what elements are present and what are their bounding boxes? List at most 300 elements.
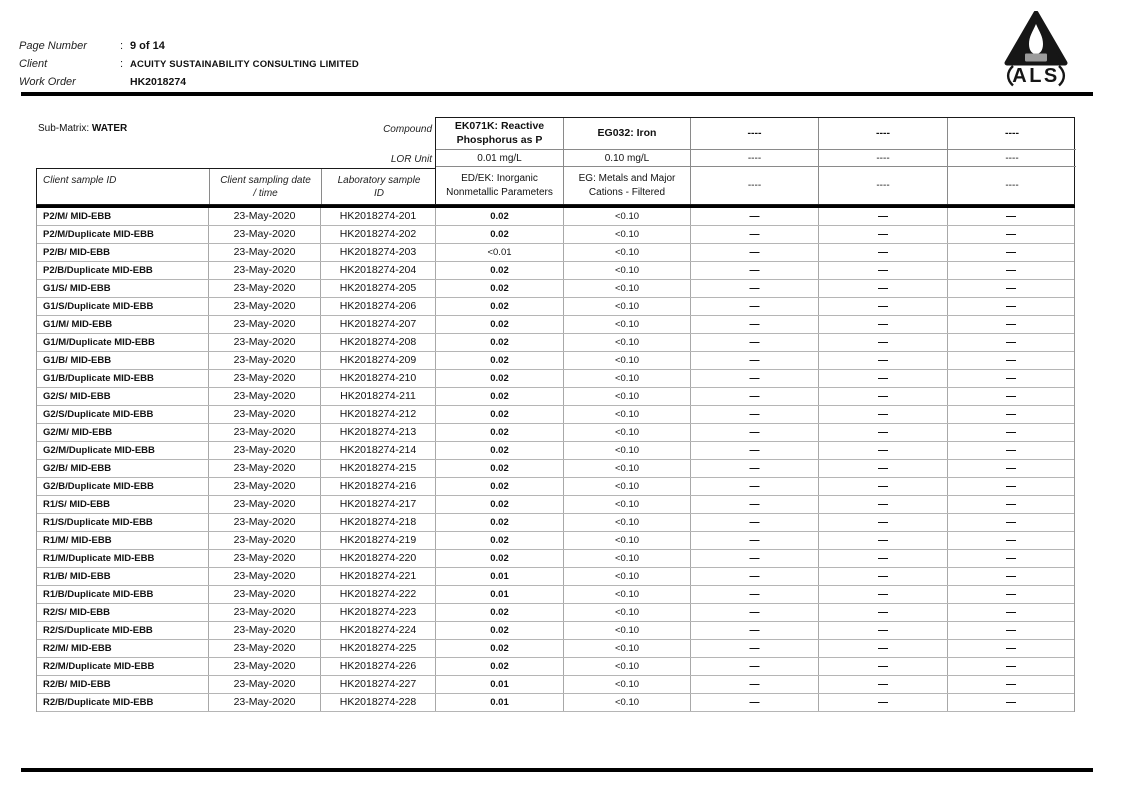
result-value-cell: 0.02	[436, 334, 564, 351]
compound-group: ----	[1005, 179, 1019, 191]
footer-rule	[21, 768, 1093, 772]
lab-sample-id-cell: HK2018274-203	[321, 244, 436, 261]
sampling-date-cell: 23-May-2020	[209, 478, 321, 495]
no-result-dash-cell: —	[1006, 552, 1016, 564]
lab-sample-id-cell: HK2018274-216	[321, 478, 436, 495]
no-result-dash-cell: —	[819, 226, 948, 243]
no-result-dash-cell: —	[819, 640, 948, 657]
client-sample-id-cell: G2/B/Duplicate MID-EBB	[37, 478, 209, 495]
sampling-date-cell: 23-May-2020	[209, 316, 321, 333]
table-row	[37, 352, 1074, 370]
result-value-cell: 0.02	[436, 514, 564, 531]
client-sample-id-header: Client sample ID	[43, 175, 117, 186]
result-value-cell: <0.10	[564, 388, 691, 405]
client-sample-id-cell: G2/M/ MID-EBB	[37, 424, 209, 441]
client-sample-id-cell: R2/B/Duplicate MID-EBB	[37, 694, 209, 711]
client-sample-id-cell: P2/M/ MID-EBB	[37, 208, 209, 225]
lab-sample-id-cell: HK2018274-209	[321, 352, 436, 369]
compound-lor: 0.10 mg/L	[564, 150, 690, 167]
no-result-dash-cell: —	[1006, 606, 1016, 618]
lab-sample-id-cell: HK2018274-205	[321, 280, 436, 297]
sampling-date-cell: 23-May-2020	[209, 640, 321, 657]
lab-sample-id-cell: HK2018274-214	[321, 442, 436, 459]
no-result-dash-cell: —	[819, 316, 948, 333]
sampling-date-cell: 23-May-2020	[209, 568, 321, 585]
compound-group: ED/EK: Inorganic Nonmetallic Parameters	[446, 173, 553, 198]
sampling-date-cell: 23-May-2020	[209, 370, 321, 387]
compound-lor: ----	[819, 150, 947, 167]
lab-sample-id-cell: HK2018274-218	[321, 514, 436, 531]
sampling-date-cell: 23-May-2020	[209, 658, 321, 675]
compound-name: ----	[691, 118, 818, 150]
compound-lor: ----	[691, 150, 818, 167]
client-sample-id-cell: R2/B/ MID-EBB	[37, 676, 209, 693]
no-result-dash-cell: —	[819, 298, 948, 315]
no-result-dash-cell: —	[819, 676, 948, 693]
table-row	[37, 370, 1074, 388]
lab-sample-id-cell: HK2018274-211	[321, 388, 436, 405]
result-value-cell: 0.02	[436, 388, 564, 405]
no-result-dash-cell: —	[691, 388, 819, 405]
result-value-cell: <0.10	[564, 208, 691, 225]
table-row	[37, 280, 1074, 298]
result-value-cell: <0.10	[564, 658, 691, 675]
no-result-dash-cell: —	[691, 496, 819, 513]
header-rule	[21, 92, 1093, 96]
page-number-label: Page Number	[19, 40, 87, 52]
result-value-cell: <0.10	[564, 460, 691, 477]
no-result-dash-cell: —	[1006, 390, 1016, 402]
compound-name: EK071K: Reactive Phosphorus as P	[436, 118, 563, 150]
compound-group: EG: Metals and Major Cations - Filtered	[578, 173, 676, 198]
client-sample-id-cell: G2/B/ MID-EBB	[37, 460, 209, 477]
table-body	[36, 208, 1075, 712]
client-label: Client	[19, 58, 48, 70]
no-result-dash-cell: —	[691, 280, 819, 297]
no-result-dash-cell: —	[691, 298, 819, 315]
lab-sample-id-cell: HK2018274-223	[321, 604, 436, 621]
sampling-date-header	[209, 169, 321, 204]
client-sample-id-cell: R1/M/ MID-EBB	[37, 532, 209, 549]
column-headers	[36, 168, 435, 205]
page-number-value: 9 of 14	[130, 40, 165, 52]
table-row	[37, 388, 1074, 406]
result-value-cell: <0.10	[564, 676, 691, 693]
no-result-dash-cell: —	[691, 604, 819, 621]
no-result-dash-cell: —	[691, 208, 819, 225]
sampling-date-cell: 23-May-2020	[209, 442, 321, 459]
client-sample-id-cell: G1/M/ MID-EBB	[37, 316, 209, 333]
client-sample-id-cell: G1/S/ MID-EBB	[37, 280, 209, 297]
result-value-cell: 0.01	[436, 676, 564, 693]
no-result-dash-cell: —	[1006, 534, 1016, 546]
no-result-dash-cell: —	[1006, 588, 1016, 600]
table-row	[37, 640, 1074, 658]
compound-row-label: Compound	[383, 124, 432, 135]
result-value-cell: 0.02	[436, 604, 564, 621]
result-value-cell: <0.10	[564, 262, 691, 279]
table-row	[37, 298, 1074, 316]
no-result-dash-cell: —	[819, 604, 948, 621]
compound-name: ----	[819, 118, 947, 150]
compound-group: ----	[747, 179, 762, 191]
client-sample-id-cell: R2/M/ MID-EBB	[37, 640, 209, 657]
sampling-date-cell: 23-May-2020	[209, 406, 321, 423]
table-row	[37, 676, 1074, 694]
result-value-cell: 0.02	[436, 550, 564, 567]
lab-sample-id-cell: HK2018274-204	[321, 262, 436, 279]
lab-sample-id-cell: HK2018274-220	[321, 550, 436, 567]
no-result-dash-cell: —	[691, 334, 819, 351]
no-result-dash-cell: —	[1006, 516, 1016, 528]
result-value-cell: <0.10	[564, 352, 691, 369]
table-row	[37, 622, 1074, 640]
sampling-date-cell: 23-May-2020	[209, 388, 321, 405]
lab-sample-id-cell: HK2018274-202	[321, 226, 436, 243]
lab-sample-id-header-line1: Laboratory sample	[337, 174, 421, 186]
no-result-dash-cell: —	[691, 460, 819, 477]
table-row	[37, 406, 1074, 424]
no-result-dash-cell: —	[691, 586, 819, 603]
no-result-dash-cell: —	[1006, 570, 1016, 582]
table-row	[37, 694, 1074, 712]
no-result-dash-cell: —	[1006, 372, 1016, 384]
client-sample-id-cell: R1/M/Duplicate MID-EBB	[37, 550, 209, 567]
sampling-date-cell: 23-May-2020	[209, 298, 321, 315]
lab-sample-id-cell: HK2018274-212	[321, 406, 436, 423]
table-row	[37, 424, 1074, 442]
no-result-dash-cell: —	[1006, 336, 1016, 348]
no-result-dash-cell: —	[819, 514, 948, 531]
client-sample-id-cell: R1/B/ MID-EBB	[37, 568, 209, 585]
result-value-cell: <0.10	[564, 622, 691, 639]
lor-unit-row-label: LOR Unit	[390, 154, 432, 165]
no-result-dash-cell: —	[691, 658, 819, 675]
sampling-date-cell: 23-May-2020	[209, 586, 321, 603]
no-result-dash-cell: —	[1006, 282, 1016, 294]
sampling-date-cell: 23-May-2020	[209, 334, 321, 351]
no-result-dash-cell: —	[1006, 498, 1016, 510]
no-result-dash-cell: —	[819, 352, 948, 369]
result-value-cell: 0.02	[436, 298, 564, 315]
no-result-dash-cell: —	[691, 622, 819, 639]
client-sample-id-cell: G1/M/Duplicate MID-EBB	[37, 334, 209, 351]
no-result-dash-cell: —	[1006, 426, 1016, 438]
lab-sample-id-cell: HK2018274-210	[321, 370, 436, 387]
result-value-cell: <0.10	[564, 226, 691, 243]
no-result-dash-cell: —	[1006, 462, 1016, 474]
client-sample-id-cell: G2/S/ MID-EBB	[37, 388, 209, 405]
no-result-dash-cell: —	[691, 514, 819, 531]
no-result-dash-cell: —	[691, 550, 819, 567]
no-result-dash-cell: —	[691, 262, 819, 279]
no-result-dash-cell: —	[819, 244, 948, 261]
result-value-cell: <0.10	[564, 550, 691, 567]
client-sample-id-cell: P2/B/ MID-EBB	[37, 244, 209, 261]
no-result-dash-cell: —	[1006, 228, 1016, 240]
no-result-dash-cell: —	[819, 442, 948, 459]
lab-sample-id-cell: HK2018274-227	[321, 676, 436, 693]
no-result-dash-cell: —	[819, 424, 948, 441]
lab-sample-id-header	[321, 169, 436, 204]
client-sample-id-cell: R1/B/Duplicate MID-EBB	[37, 586, 209, 603]
als-logo-icon	[1002, 11, 1070, 87]
client-sample-id-cell: G2/S/Duplicate MID-EBB	[37, 406, 209, 423]
no-result-dash-cell: —	[1006, 480, 1016, 492]
table-row	[37, 658, 1074, 676]
compound-name: EG032: Iron	[564, 118, 690, 150]
result-value-cell: 0.02	[436, 424, 564, 441]
no-result-dash-cell: —	[819, 262, 948, 279]
compound-header-grid	[435, 117, 1075, 205]
als-logo-text: ALS	[1012, 65, 1060, 87]
no-result-dash-cell: —	[691, 424, 819, 441]
lab-sample-id-cell: HK2018274-213	[321, 424, 436, 441]
no-result-dash-cell: —	[691, 406, 819, 423]
lab-sample-id-cell: HK2018274-207	[321, 316, 436, 333]
table-row	[37, 478, 1074, 496]
lab-sample-id-cell: HK2018274-201	[321, 208, 436, 225]
lab-sample-id-cell: HK2018274-228	[321, 694, 436, 711]
no-result-dash-cell: —	[819, 694, 948, 711]
no-result-dash-cell: —	[1006, 696, 1016, 708]
compound-column	[948, 118, 1076, 204]
client-sample-id-cell: R2/S/Duplicate MID-EBB	[37, 622, 209, 639]
sampling-date-cell: 23-May-2020	[209, 352, 321, 369]
no-result-dash-cell: —	[819, 370, 948, 387]
no-result-dash-cell: —	[691, 226, 819, 243]
no-result-dash-cell: —	[1006, 246, 1016, 258]
no-result-dash-cell: —	[819, 406, 948, 423]
no-result-dash-cell: —	[1006, 660, 1016, 672]
no-result-dash-cell: —	[1006, 624, 1016, 636]
no-result-dash-cell: —	[691, 640, 819, 657]
result-value-cell: <0.10	[564, 586, 691, 603]
no-result-dash-cell: —	[819, 568, 948, 585]
result-value-cell: 0.02	[436, 640, 564, 657]
no-result-dash-cell: —	[1006, 264, 1016, 276]
no-result-dash-cell: —	[691, 694, 819, 711]
no-result-dash-cell: —	[819, 496, 948, 513]
result-value-cell: 0.02	[436, 442, 564, 459]
no-result-dash-cell: —	[819, 532, 948, 549]
lab-sample-id-cell: HK2018274-225	[321, 640, 436, 657]
no-result-dash-cell: —	[691, 370, 819, 387]
sampling-date-cell: 23-May-2020	[209, 460, 321, 477]
result-value-cell: 0.01	[436, 694, 564, 711]
client-value: ACUITY SUSTAINABILITY CONSULTING LIMITED	[130, 58, 359, 70]
result-value-cell: 0.02	[436, 658, 564, 675]
no-result-dash-cell: —	[691, 568, 819, 585]
sampling-date-cell: 23-May-2020	[209, 226, 321, 243]
result-value-cell: <0.10	[564, 370, 691, 387]
table-row	[37, 244, 1074, 262]
sampling-date-cell: 23-May-2020	[209, 550, 321, 567]
work-order-value: HK2018274	[130, 76, 187, 88]
result-value-cell: <0.10	[564, 604, 691, 621]
lab-sample-id-cell: HK2018274-221	[321, 568, 436, 585]
result-value-cell: 0.01	[436, 586, 564, 603]
result-value-cell: <0.10	[564, 442, 691, 459]
lab-sample-id-cell: HK2018274-215	[321, 460, 436, 477]
no-result-dash-cell: —	[1006, 210, 1016, 222]
sampling-date-cell: 23-May-2020	[209, 280, 321, 297]
compound-lor: ----	[948, 150, 1076, 167]
lab-sample-id-cell: HK2018274-222	[321, 586, 436, 603]
no-result-dash-cell: —	[819, 478, 948, 495]
table-row	[37, 568, 1074, 586]
table-row	[37, 532, 1074, 550]
no-result-dash-cell: —	[819, 460, 948, 477]
table-row	[37, 496, 1074, 514]
client-sample-id-cell: G1/B/ MID-EBB	[37, 352, 209, 369]
sampling-date-cell: 23-May-2020	[209, 676, 321, 693]
sampling-date-cell: 23-May-2020	[209, 496, 321, 513]
sampling-date-cell: 23-May-2020	[209, 532, 321, 549]
sampling-date-cell: 23-May-2020	[209, 694, 321, 711]
no-result-dash-cell: —	[691, 478, 819, 495]
compound-column	[564, 118, 691, 204]
result-value-cell: <0.10	[564, 298, 691, 315]
result-value-cell: 0.02	[436, 478, 564, 495]
sampling-date-cell: 23-May-2020	[209, 622, 321, 639]
result-value-cell: <0.10	[564, 640, 691, 657]
result-value-cell: <0.10	[564, 406, 691, 423]
lab-sample-id-cell: HK2018274-224	[321, 622, 436, 639]
no-result-dash-cell: —	[1006, 408, 1016, 420]
sampling-date-cell: 23-May-2020	[209, 514, 321, 531]
sub-matrix-value: WATER	[91, 123, 128, 134]
no-result-dash-cell: —	[691, 316, 819, 333]
result-value-cell: <0.10	[564, 334, 691, 351]
sampling-date-cell: 23-May-2020	[209, 604, 321, 621]
client-sample-id-cell: R2/S/ MID-EBB	[37, 604, 209, 621]
result-value-cell: <0.10	[564, 316, 691, 333]
result-value-cell: 0.02	[436, 622, 564, 639]
result-value-cell: <0.10	[564, 694, 691, 711]
table-row	[37, 226, 1074, 244]
table-row	[37, 316, 1074, 334]
table-row	[37, 262, 1074, 280]
table-row	[37, 550, 1074, 568]
compound-column	[819, 118, 948, 204]
lab-sample-id-cell: HK2018274-217	[321, 496, 436, 513]
result-value-cell: <0.10	[564, 280, 691, 297]
result-value-cell: 0.02	[436, 370, 564, 387]
no-result-dash-cell: —	[1006, 678, 1016, 690]
result-value-cell: 0.01	[436, 568, 564, 585]
lab-sample-id-header-line2: ID	[374, 187, 384, 199]
no-result-dash-cell: —	[691, 244, 819, 261]
result-value-cell: <0.10	[564, 568, 691, 585]
als-logo	[1002, 11, 1070, 92]
sampling-date-cell: 23-May-2020	[209, 208, 321, 225]
compound-column	[691, 118, 819, 204]
sampling-date-header-line2: / time	[253, 187, 278, 199]
no-result-dash-cell: —	[819, 586, 948, 603]
no-result-dash-cell: —	[819, 658, 948, 675]
lab-sample-id-cell: HK2018274-206	[321, 298, 436, 315]
no-result-dash-cell: —	[1006, 444, 1016, 456]
no-result-dash-cell: —	[1006, 318, 1016, 330]
sampling-date-cell: 23-May-2020	[209, 262, 321, 279]
table-row	[37, 334, 1074, 352]
table-row	[37, 460, 1074, 478]
page-header	[19, 37, 359, 91]
result-value-cell: <0.10	[564, 514, 691, 531]
compound-column	[436, 118, 564, 204]
client-sample-id-cell: G2/M/Duplicate MID-EBB	[37, 442, 209, 459]
table-row	[37, 586, 1074, 604]
compound-name: ----	[948, 118, 1076, 150]
no-result-dash-cell: —	[691, 532, 819, 549]
client-sample-id-cell: R2/M/Duplicate MID-EBB	[37, 658, 209, 675]
table-row	[37, 514, 1074, 532]
lab-sample-id-cell: HK2018274-208	[321, 334, 436, 351]
no-result-dash-cell: —	[691, 676, 819, 693]
no-result-dash-cell: —	[691, 442, 819, 459]
lab-sample-id-cell: HK2018274-226	[321, 658, 436, 675]
no-result-dash-cell: —	[819, 550, 948, 567]
client-separator: :	[120, 58, 124, 70]
result-value-cell: 0.02	[436, 496, 564, 513]
result-value-cell: <0.10	[564, 478, 691, 495]
client-sample-id-cell: R1/S/ MID-EBB	[37, 496, 209, 513]
result-value-cell: <0.10	[564, 496, 691, 513]
result-value-cell: 0.02	[436, 406, 564, 423]
client-sample-id-cell: G1/S/Duplicate MID-EBB	[37, 298, 209, 315]
sub-matrix-label: Sub-Matrix:	[38, 123, 90, 134]
client-sample-id-cell: G1/B/Duplicate MID-EBB	[37, 370, 209, 387]
no-result-dash-cell: —	[819, 334, 948, 351]
client-sample-id-cell: P2/M/Duplicate MID-EBB	[37, 226, 209, 243]
result-value-cell: 0.02	[436, 280, 564, 297]
result-value-cell: 0.02	[436, 352, 564, 369]
no-result-dash-cell: —	[1006, 300, 1016, 312]
no-result-dash-cell: —	[819, 622, 948, 639]
result-value-cell: 0.02	[436, 208, 564, 225]
client-sample-id-cell: R1/S/Duplicate MID-EBB	[37, 514, 209, 531]
result-value-cell: <0.01	[436, 244, 564, 261]
no-result-dash-cell: —	[691, 352, 819, 369]
result-value-cell: 0.02	[436, 226, 564, 243]
table-row	[37, 208, 1074, 226]
no-result-dash-cell: —	[1006, 354, 1016, 366]
result-value-cell: 0.02	[436, 532, 564, 549]
result-value-cell: <0.10	[564, 532, 691, 549]
table-row	[37, 442, 1074, 460]
result-value-cell: 0.02	[436, 262, 564, 279]
result-value-cell: <0.10	[564, 244, 691, 261]
no-result-dash-cell: —	[1006, 642, 1016, 654]
sampling-date-header-line1: Client sampling date	[220, 174, 311, 186]
lab-sample-id-cell: HK2018274-219	[321, 532, 436, 549]
result-value-cell: 0.02	[436, 460, 564, 477]
sampling-date-cell: 23-May-2020	[209, 244, 321, 261]
work-order-label: Work Order	[19, 76, 76, 88]
compound-lor: 0.01 mg/L	[436, 150, 563, 167]
no-result-dash-cell: —	[819, 388, 948, 405]
sampling-date-cell: 23-May-2020	[209, 424, 321, 441]
compound-group: ----	[876, 179, 890, 191]
client-sample-id-cell: P2/B/Duplicate MID-EBB	[37, 262, 209, 279]
no-result-dash-cell: —	[819, 280, 948, 297]
page-number-separator: :	[120, 40, 124, 52]
no-result-dash-cell: —	[819, 208, 948, 225]
result-value-cell: 0.02	[436, 316, 564, 333]
table-row	[37, 604, 1074, 622]
result-value-cell: <0.10	[564, 424, 691, 441]
